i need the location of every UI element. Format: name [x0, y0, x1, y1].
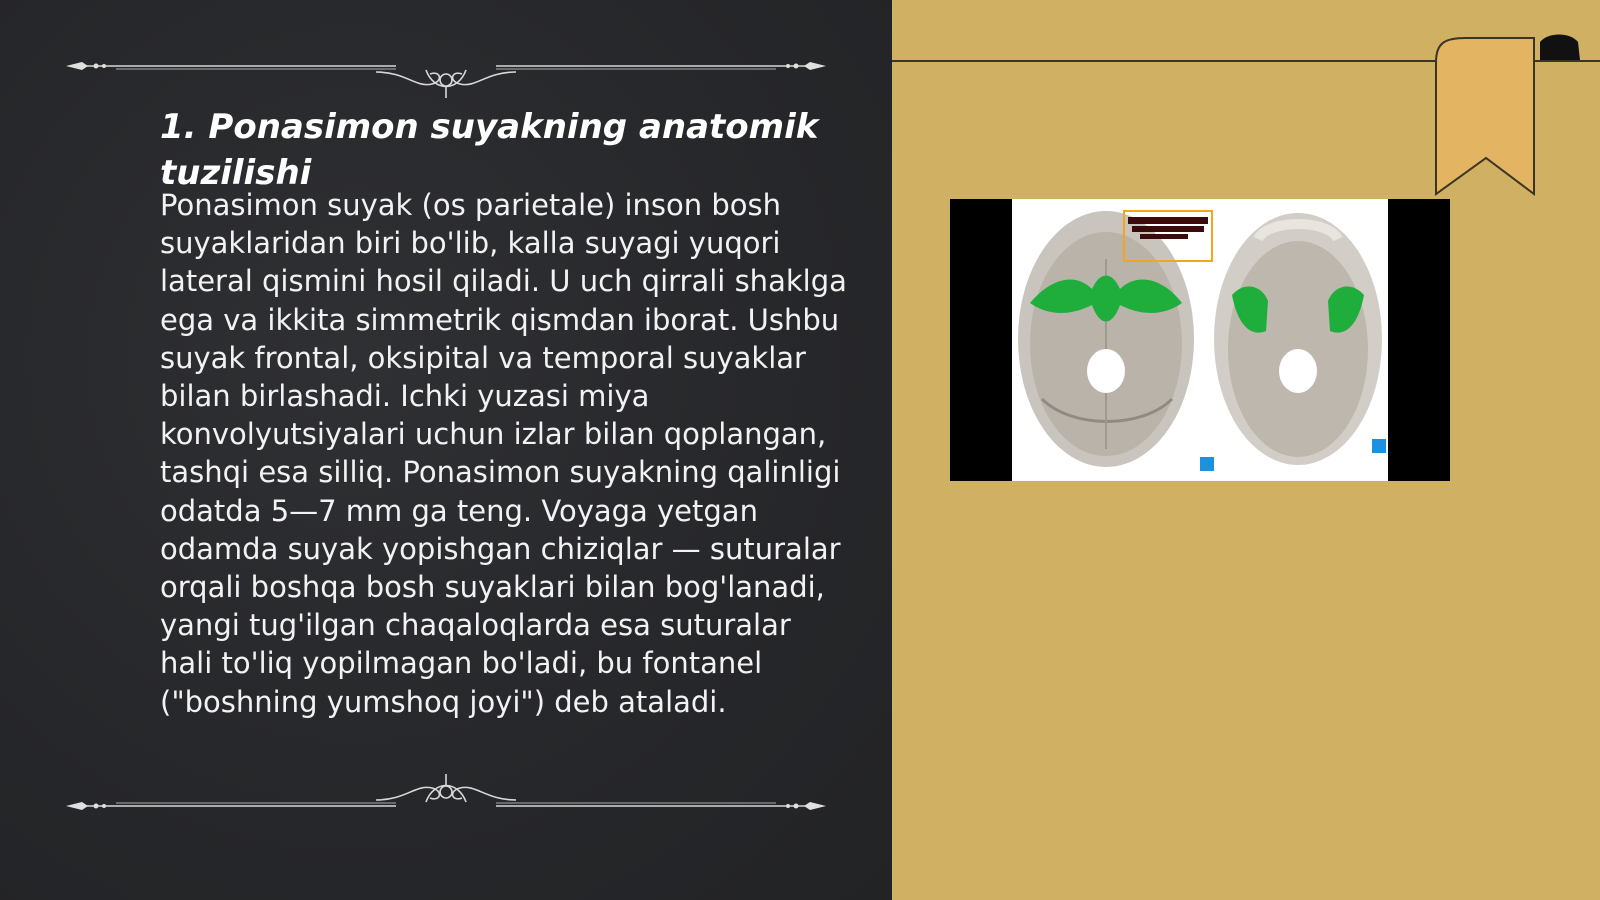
- bookmark-ribbon-icon: [1430, 30, 1600, 200]
- skull-base-image-frame: [950, 199, 1450, 481]
- slide-title: 1. Ponasimon suyakning anatomik tuzilishi: [160, 107, 819, 193]
- slide-body-text: Ponasimon suyak (os parietale) inson bosh suyaklaridan biri bo'lib, kalla suyagi yuqori lateral qismini hosil qiladi. U uch qirrali shaklga ega va ikkita simmetrik qismdan iborat. Ushbu suyak frontal, oksipital va temporal suyaklar bilan birlashadi. Ichki yuzasi miya konvolyutsiyalari uchun izlar bilan qoplangan, tashqi esa silliq. Ponasimon suyakning qalinligi odatda 5—7 mm ga teng. Voyaga yetgan odamda suyak yopishgan chiziqlar — suturalar orqali boshqa bosh suyaklari bilan bog'lanadi, yangi tug'ilgan chaqaloqlarda esa suturalar hali to'liq yopilmagan bo'ladi, bu fontanel ("boshning yumshoq joyi") deb ataladi.: [160, 188, 847, 719]
- ornamental-divider-bottom-icon: [66, 774, 826, 824]
- ornamental-divider-top-icon: [66, 48, 826, 98]
- skull-base-illustration-icon: [1012, 199, 1388, 481]
